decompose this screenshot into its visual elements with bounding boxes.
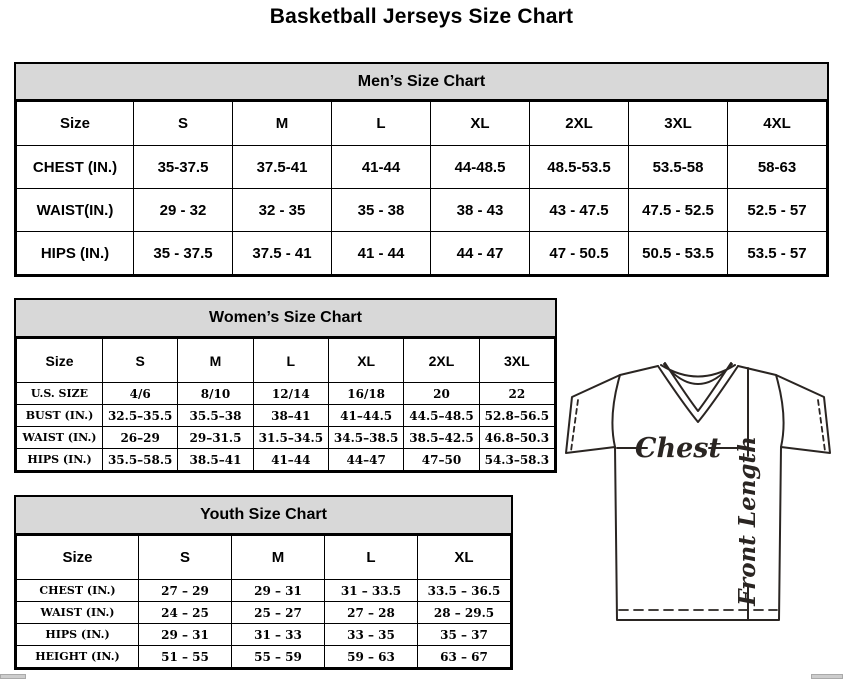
jersey-outline — [566, 366, 830, 620]
size-cell: 29 – 31 — [139, 624, 232, 646]
armhole-seam-left — [612, 375, 620, 447]
size-cell: 53.5-58 — [629, 146, 728, 189]
size-cell: 20 — [404, 383, 479, 405]
size-cell: 37.5 - 41 — [233, 232, 332, 275]
size-cell: 35 - 37.5 — [134, 232, 233, 275]
row-label: CHEST (IN.) — [17, 580, 139, 602]
back-collar-arc-lower — [664, 364, 732, 384]
size-cell: 31.5–34.5 — [253, 427, 328, 449]
column-header: XL — [418, 536, 511, 580]
column-header: 3XL — [479, 339, 554, 383]
mens-chart-table — [16, 101, 827, 275]
size-cell: 22 — [479, 383, 554, 405]
size-cell: 41-44 — [332, 146, 431, 189]
table-row — [17, 232, 827, 275]
table-row — [17, 602, 511, 624]
column-header: 2XL — [404, 339, 479, 383]
size-corner-header: Size — [17, 536, 139, 580]
size-cell: 35-37.5 — [134, 146, 233, 189]
womens-chart-title: Women’s Size Chart — [16, 300, 555, 338]
size-cell: 44 - 47 — [431, 232, 530, 275]
size-cell: 35 – 37 — [418, 624, 511, 646]
table-row — [17, 624, 511, 646]
size-cell: 47 - 50.5 — [530, 232, 629, 275]
column-header: S — [139, 536, 232, 580]
youth-chart-title: Youth Size Chart — [16, 497, 511, 535]
table-row — [17, 405, 555, 427]
neckline-inner — [665, 363, 731, 411]
column-header: XL — [328, 339, 403, 383]
size-cell: 29 - 32 — [134, 189, 233, 232]
size-corner-header: Size — [17, 339, 103, 383]
size-cell: 50.5 - 53.5 — [629, 232, 728, 275]
size-cell: 59 – 63 — [325, 646, 418, 668]
column-header: 3XL — [629, 102, 728, 146]
size-cell: 51 – 55 — [139, 646, 232, 668]
size-cell: 38 - 43 — [431, 189, 530, 232]
size-cell: 38.5–42.5 — [404, 427, 479, 449]
size-corner-header: Size — [17, 102, 134, 146]
size-cell: 53.5 - 57 — [728, 232, 827, 275]
size-cell: 32 - 35 — [233, 189, 332, 232]
size-cell: 24 – 25 — [139, 602, 232, 624]
size-cell: 41–44.5 — [328, 405, 403, 427]
row-label: BUST (IN.) — [17, 405, 103, 427]
size-cell: 27 – 29 — [139, 580, 232, 602]
size-cell: 46.8–50.3 — [479, 427, 554, 449]
womens-chart-table — [16, 338, 555, 471]
column-header: M — [178, 339, 253, 383]
size-cell: 41–44 — [253, 449, 328, 471]
size-cell: 48.5-53.5 — [530, 146, 629, 189]
womens-size-chart — [14, 298, 557, 473]
size-cell: 38.5–41 — [178, 449, 253, 471]
table-row — [17, 189, 827, 232]
mens-size-chart — [14, 62, 829, 277]
size-cell: 52.5 - 57 — [728, 189, 827, 232]
neckline-outer — [658, 366, 738, 422]
size-cell: 44.5–48.5 — [404, 405, 479, 427]
row-label: WAIST (IN.) — [17, 427, 103, 449]
column-header: S — [103, 339, 178, 383]
size-cell: 43 - 47.5 — [530, 189, 629, 232]
size-cell: 47–50 — [404, 449, 479, 471]
column-header: L — [332, 102, 431, 146]
size-grid — [16, 535, 511, 668]
youth-size-chart — [14, 495, 513, 670]
table-row — [17, 146, 827, 189]
size-cell: 35.5–58.5 — [103, 449, 178, 471]
front-length-label: Front Length — [734, 436, 761, 606]
row-label: HIPS (IN.) — [17, 232, 134, 275]
size-cell: 44–47 — [328, 449, 403, 471]
column-header: 2XL — [530, 102, 629, 146]
row-label: HIPS (IN.) — [17, 624, 139, 646]
column-header: S — [134, 102, 233, 146]
column-header: L — [253, 339, 328, 383]
horizontal-scrollbar-left-fragment[interactable] — [0, 674, 26, 679]
size-cell: 35 - 38 — [332, 189, 431, 232]
size-grid — [16, 101, 827, 275]
size-cell: 55 – 59 — [232, 646, 325, 668]
youth-chart-table — [16, 535, 511, 668]
size-cell: 58-63 — [728, 146, 827, 189]
horizontal-scrollbar-right-fragment[interactable] — [811, 674, 843, 679]
row-label: WAIST (IN.) — [17, 602, 139, 624]
size-cell: 47.5 - 52.5 — [629, 189, 728, 232]
size-cell: 27 – 28 — [325, 602, 418, 624]
size-cell: 8/10 — [178, 383, 253, 405]
page-title: Basketball Jerseys Size Chart — [269, 5, 574, 28]
header-row — [17, 339, 555, 383]
size-cell: 63 – 67 — [418, 646, 511, 668]
row-label: WAIST(IN.) — [17, 189, 134, 232]
size-cell: 31 – 33 — [232, 624, 325, 646]
size-cell: 34.5–38.5 — [328, 427, 403, 449]
header-row — [17, 536, 511, 580]
table-row — [17, 427, 555, 449]
size-cell: 54.3–58.3 — [479, 449, 554, 471]
mens-chart-title: Men’s Size Chart — [16, 64, 827, 101]
cuff-stitch-right — [818, 400, 825, 451]
chest-label: Chest — [635, 433, 721, 464]
size-grid — [16, 338, 555, 471]
size-cell: 37.5-41 — [233, 146, 332, 189]
size-cell: 35.5–38 — [178, 405, 253, 427]
size-cell: 32.5–35.5 — [103, 405, 178, 427]
jersey-measurement-diagram — [562, 358, 834, 626]
row-label: HEIGHT (IN.) — [17, 646, 139, 668]
size-cell: 33 – 35 — [325, 624, 418, 646]
size-cell: 12/14 — [253, 383, 328, 405]
table-row — [17, 646, 511, 668]
column-header: L — [325, 536, 418, 580]
cuff-stitch-left — [571, 400, 578, 451]
size-cell: 41 - 44 — [332, 232, 431, 275]
size-cell: 38–41 — [253, 405, 328, 427]
size-cell: 29–31.5 — [178, 427, 253, 449]
size-cell: 31 – 33.5 — [325, 580, 418, 602]
armhole-seam-right — [776, 375, 784, 447]
column-header: XL — [431, 102, 530, 146]
column-header: M — [233, 102, 332, 146]
size-cell: 52.8–56.5 — [479, 405, 554, 427]
row-label: U.S. SIZE — [17, 383, 103, 405]
header-row — [17, 102, 827, 146]
column-header: M — [232, 536, 325, 580]
size-cell: 25 – 27 — [232, 602, 325, 624]
table-row — [17, 580, 511, 602]
size-cell: 26–29 — [103, 427, 178, 449]
size-cell: 28 – 29.5 — [418, 602, 511, 624]
size-cell: 44-48.5 — [431, 146, 530, 189]
size-cell: 33.5 – 36.5 — [418, 580, 511, 602]
row-label: CHEST (IN.) — [17, 146, 134, 189]
size-cell: 29 – 31 — [232, 580, 325, 602]
row-label: HIPS (IN.) — [17, 449, 103, 471]
size-cell: 4/6 — [103, 383, 178, 405]
size-cell: 16/18 — [328, 383, 403, 405]
table-row — [17, 449, 555, 471]
table-row — [17, 383, 555, 405]
column-header: 4XL — [728, 102, 827, 146]
